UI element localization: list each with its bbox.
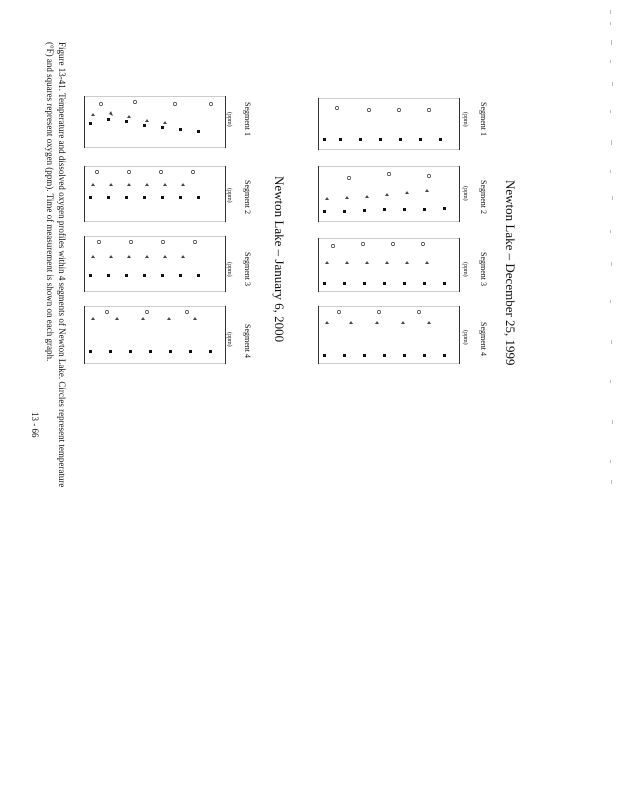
units-label: (ppm) bbox=[462, 186, 468, 201]
segment-label: Segment 1 bbox=[243, 102, 252, 136]
units-label: (ppm) bbox=[226, 112, 232, 127]
title-december: Newton Lake – December 25, 1999 bbox=[503, 180, 518, 366]
segment-label: Segment 3 bbox=[243, 252, 252, 286]
segment-label: Segment 2 bbox=[479, 180, 488, 214]
title-january: Newton Lake – January 6, 2000 bbox=[272, 176, 287, 343]
segment-label: Segment 2 bbox=[243, 180, 252, 214]
units-label: (ppm) bbox=[226, 262, 232, 277]
figure-caption-line2: (°F) and squares represent oxygen (ppm). Time of measurement is shown on each graph. bbox=[45, 42, 55, 362]
plot-dec-seg1 bbox=[318, 98, 460, 150]
plot-dec-seg3 bbox=[318, 238, 460, 292]
page-number: 13 - 66 bbox=[30, 412, 40, 438]
plot-dec-seg4 bbox=[318, 306, 460, 364]
units-label: (ppm) bbox=[462, 330, 468, 345]
plot-dec-seg2 bbox=[318, 166, 460, 222]
plot-jan-seg4 bbox=[84, 306, 226, 364]
units-label: (ppm) bbox=[226, 188, 232, 203]
segment-label: Segment 3 bbox=[479, 252, 488, 286]
segment-label: Segment 1 bbox=[479, 102, 488, 136]
scan-bleed-through bbox=[594, 0, 618, 500]
plot-jan-seg1 bbox=[84, 96, 226, 148]
figure-caption-line1: Figure 13-41. Temperature and dissolved oxygen profiles within 4 segments of Newton Lake. Circles represent temperature bbox=[57, 42, 67, 488]
segment-label: Segment 4 bbox=[243, 324, 252, 358]
plot-jan-seg3 bbox=[84, 236, 226, 292]
units-label: (ppm) bbox=[226, 332, 232, 347]
units-label: (ppm) bbox=[462, 112, 468, 127]
units-label: (ppm) bbox=[462, 262, 468, 277]
segment-label: Segment 4 bbox=[479, 322, 488, 356]
plot-jan-seg2 bbox=[84, 166, 226, 222]
